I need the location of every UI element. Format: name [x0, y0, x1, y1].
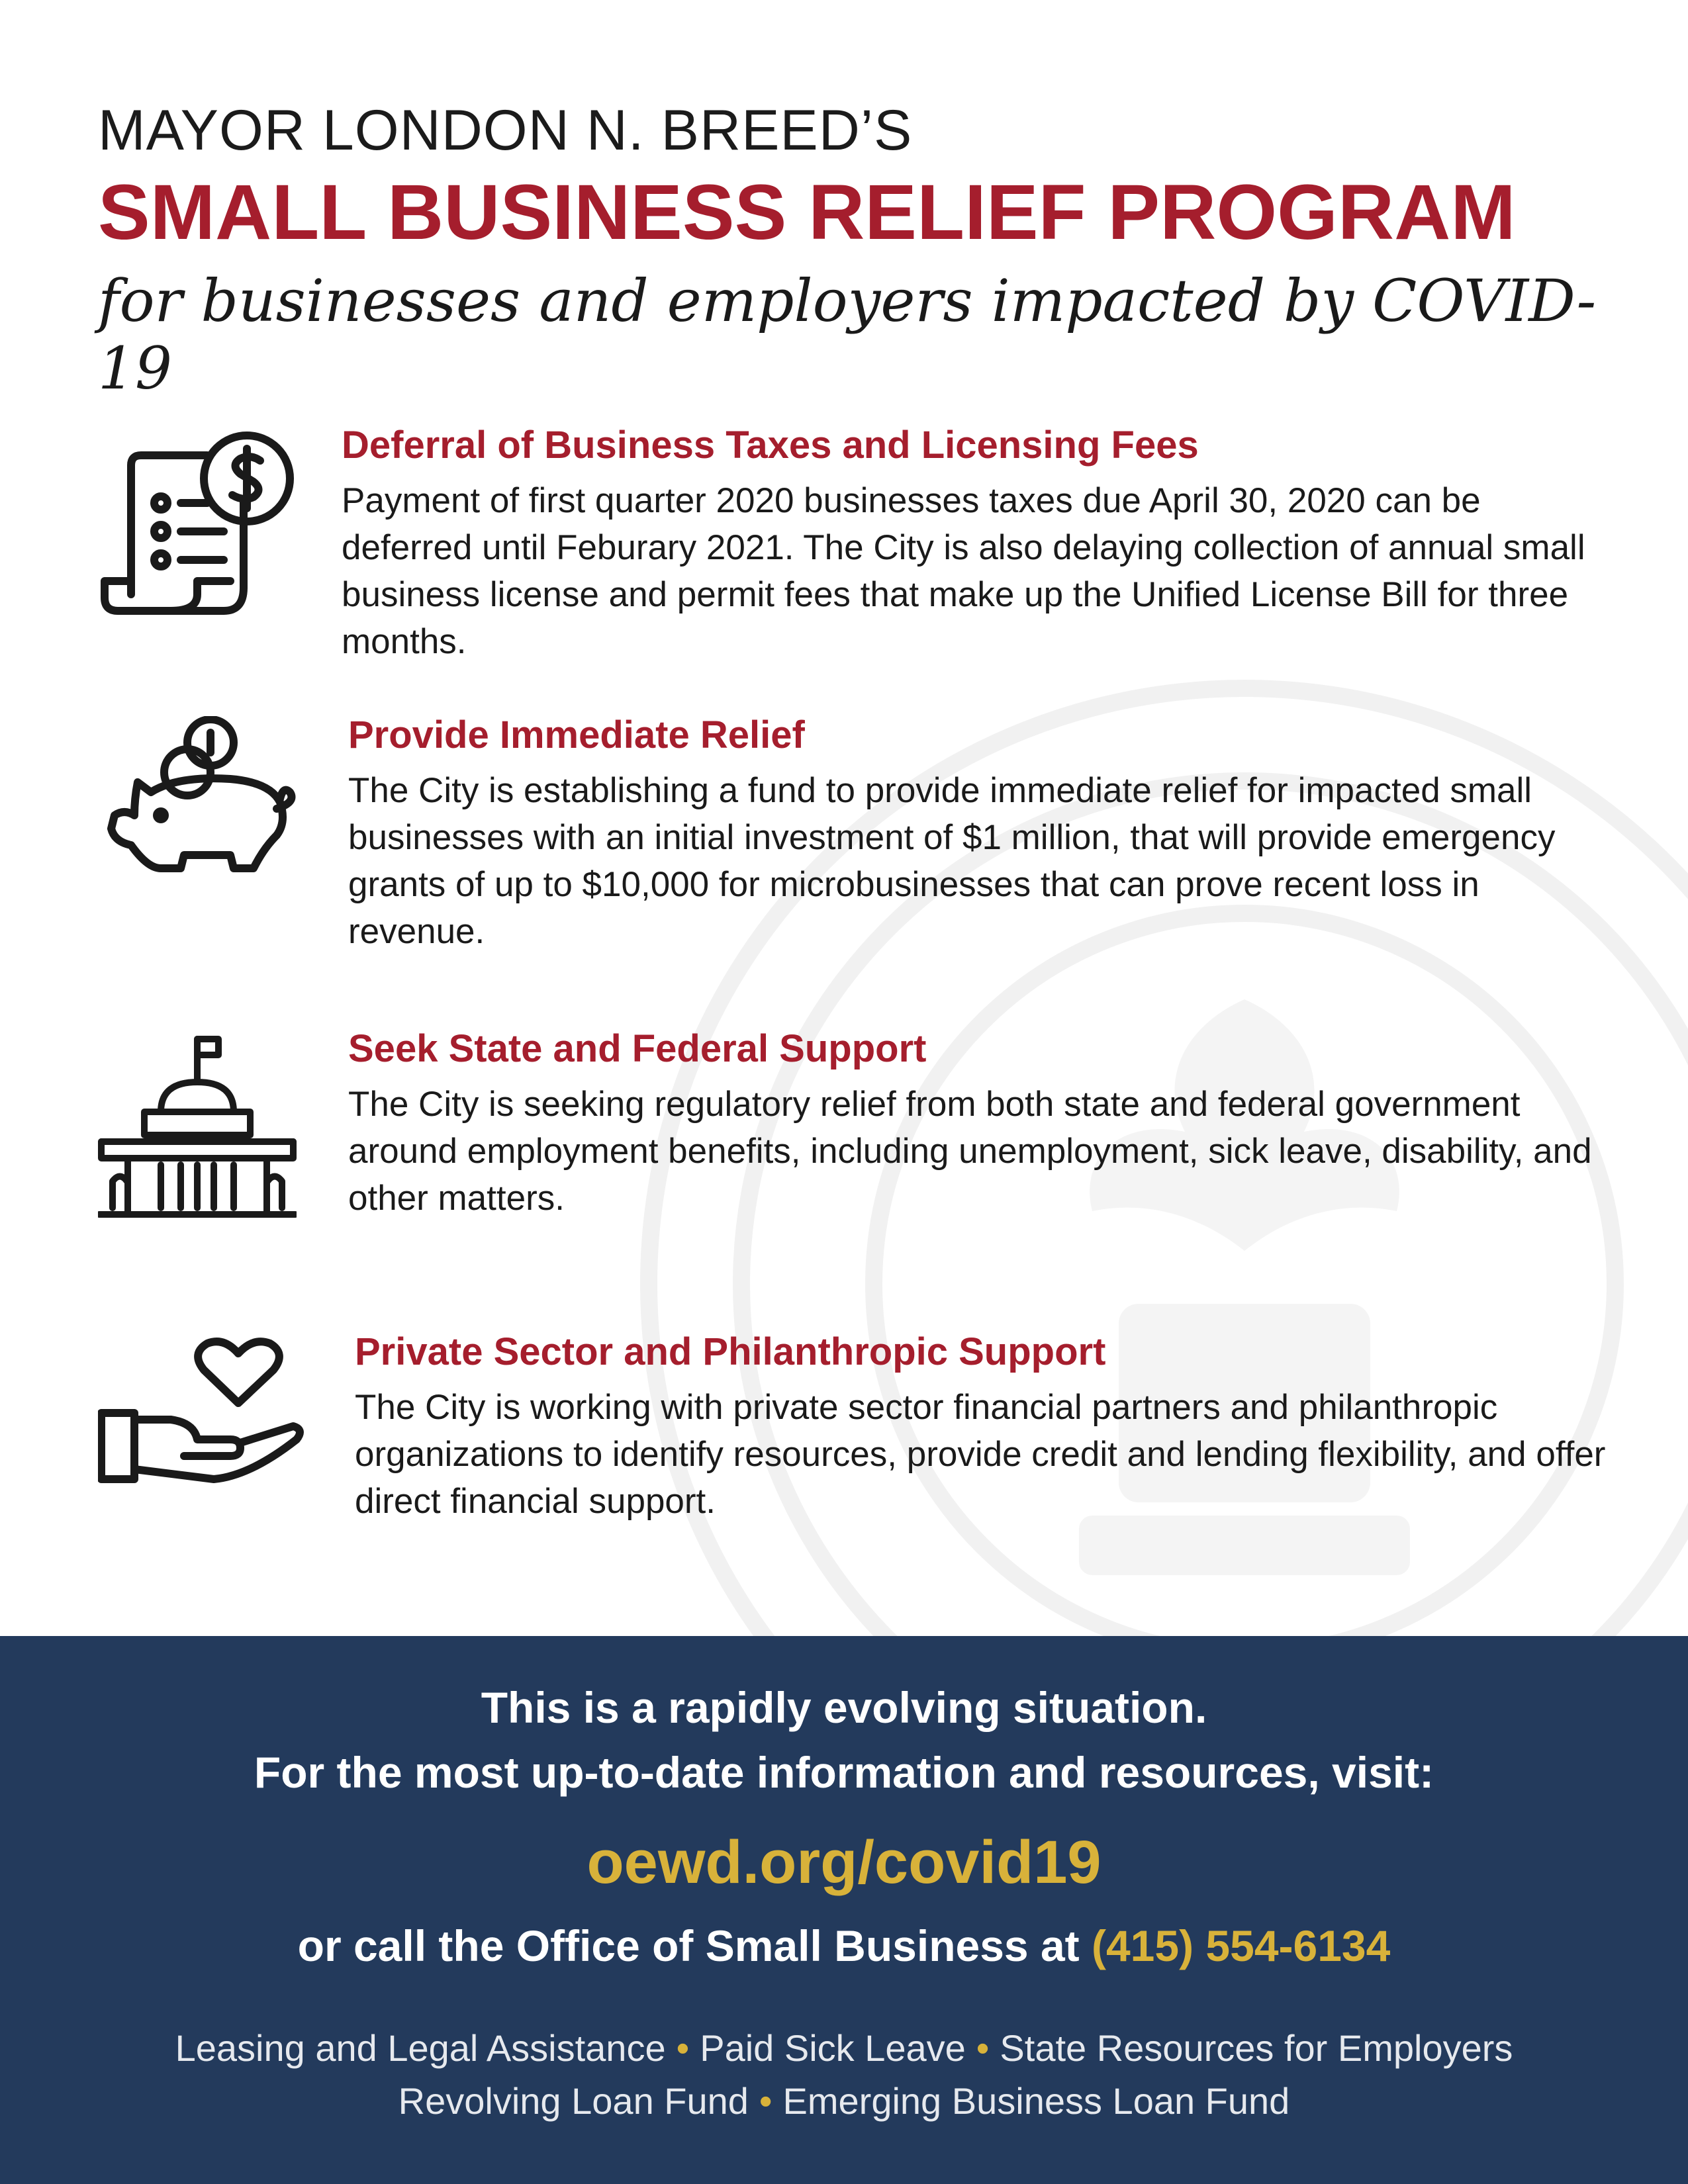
item-body: The City is working with private sector financial partners and philanthropic organizations to identify resources, provide credit and lending flexibility, and offer direct financial support. [355, 1387, 1606, 1521]
item-heading: Deferral of Business Taxes and Licensing Fees [342, 424, 1199, 467]
item-state-federal [348, 1027, 1606, 1222]
footer-notice: This is a rapidly evolving situation. [481, 1683, 1207, 1732]
footer-call-line [0, 1921, 1688, 1971]
capitol-building-icon [98, 1032, 297, 1224]
footer-link-emerging-business-loan[interactable]: Emerging Business Loan Fund [782, 2080, 1290, 2122]
footer-link-sick-leave[interactable]: Paid Sick Leave [700, 2027, 966, 2069]
item-heading: Private Sector and Philanthropic Support [355, 1330, 1106, 1373]
header [98, 99, 1622, 402]
item-tax-deferral [342, 424, 1599, 665]
footer-banner [0, 1636, 1688, 2184]
mayor-kicker: MAYOR LONDON N. BREED’S [98, 99, 913, 162]
item-heading: Seek State and Federal Support [348, 1027, 927, 1070]
item-body: The City is seeking regulatory relief from both state and federal government around employment benefits, including unemployment, sick leave, disability, and other matters. [348, 1084, 1592, 1218]
footer-link-leasing[interactable]: Leasing and Legal Assistance [175, 2027, 666, 2069]
hand-heart-icon [98, 1330, 310, 1496]
program-subtitle: for businesses and employers impacted by COVID-19 [98, 267, 1597, 402]
program-title: SMALL BUSINESS RELIEF PROGRAM [98, 168, 1516, 256]
footer-call-prefix: or call the Office of Small Business at [297, 1921, 1080, 1970]
item-body: The City is establishing a fund to provide immediate relief for impacted small businesses with an initial investment of $1 million, that will provide emergency grants of up to $10,000 for microbusinesses that can prove recent loss in revenue. [348, 770, 1556, 951]
footer-url-link[interactable]: oewd.org/covid19 [586, 1829, 1102, 1896]
bullet-separator: • [976, 2027, 990, 2069]
bullet-separator: • [759, 2080, 773, 2122]
item-heading: Provide Immediate Relief [348, 713, 805, 756]
bullet-separator: • [676, 2027, 690, 2069]
item-immediate-relief [348, 713, 1606, 955]
footer-visit-prompt: For the most up-to-date information and resources, visit: [254, 1748, 1434, 1797]
item-body: Payment of first quarter 2020 businesses taxes due April 30, 2020 can be deferred until Feburary 2021. The City is also delaying collection of annual small business license and permit fees that make up the Unified License Bill for three months. [342, 480, 1585, 661]
footer-links-row-1 [0, 2026, 1688, 2070]
piggy-bank-icon [98, 716, 303, 882]
footer-links-row-2 [0, 2079, 1688, 2122]
footer-phone-link[interactable]: (415) 554-6134 [1092, 1921, 1391, 1970]
footer-link-state-resources[interactable]: State Resources for Employers [1000, 2027, 1513, 2069]
tax-receipt-icon [98, 429, 303, 621]
item-private-sector [355, 1330, 1613, 1525]
footer-link-revolving-loan[interactable]: Revolving Loan Fund [398, 2080, 749, 2122]
